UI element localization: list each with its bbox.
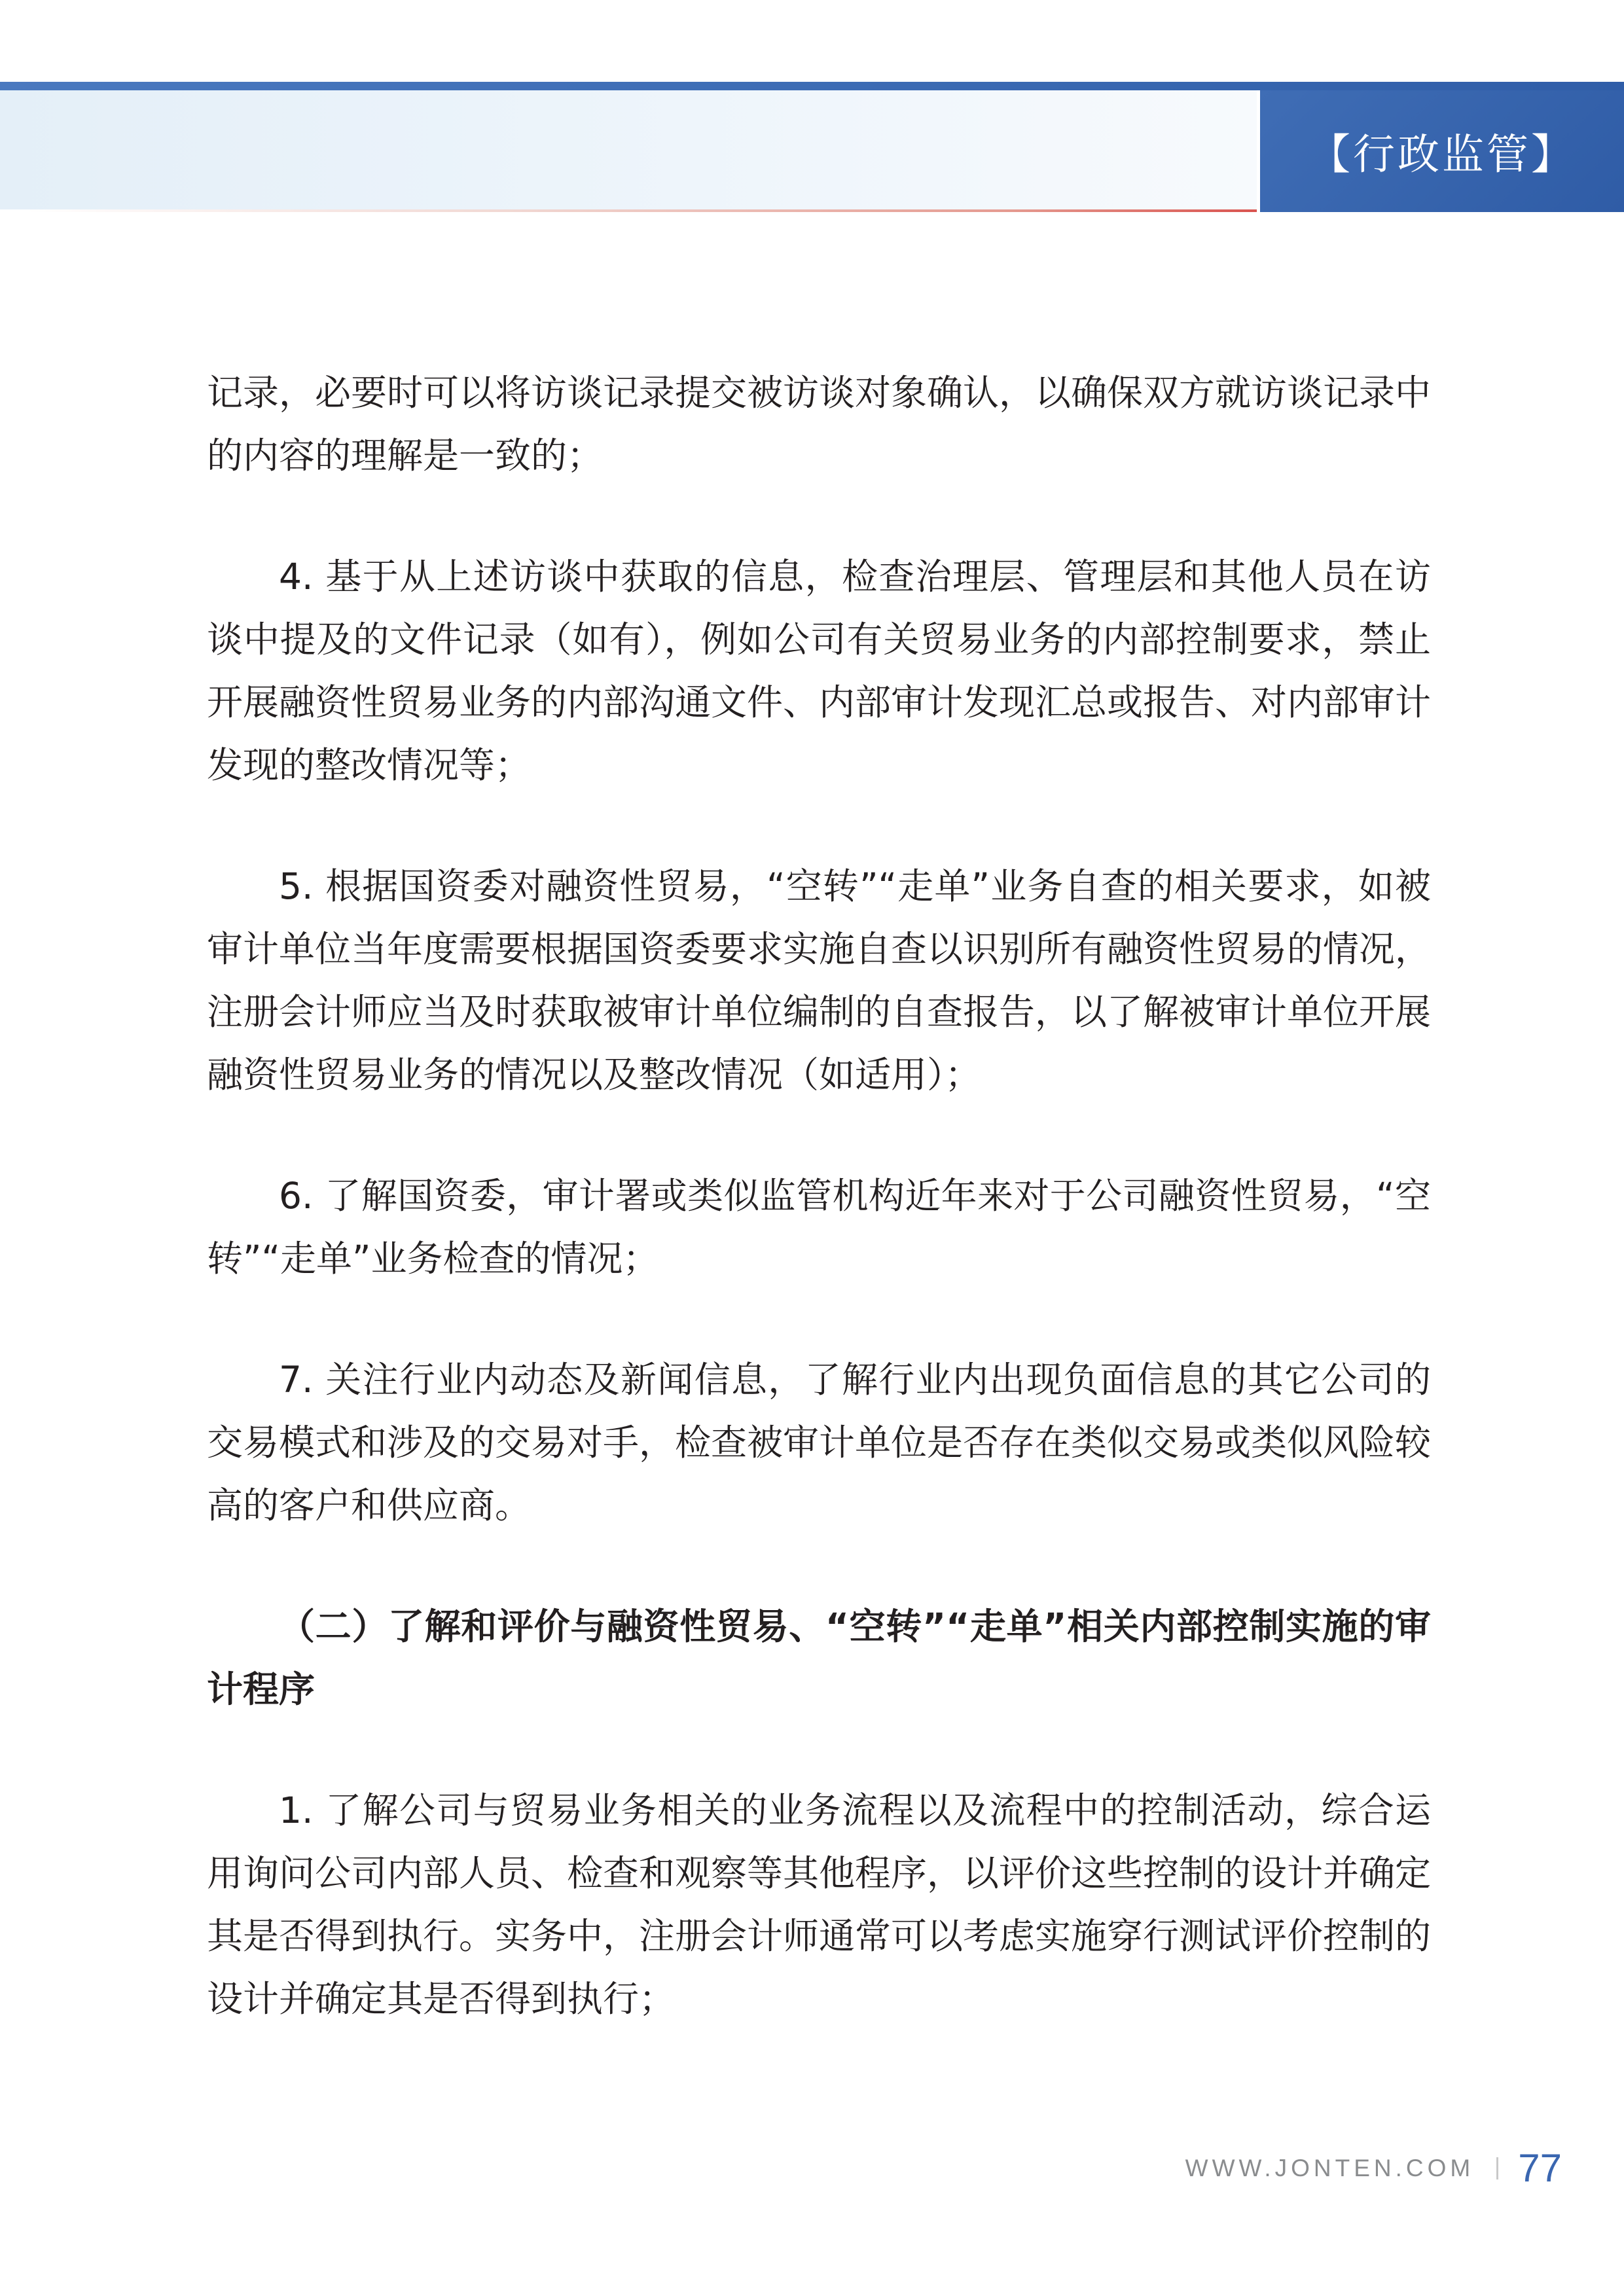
section-tab bbox=[1260, 90, 1624, 212]
footer-divider bbox=[1496, 2157, 1498, 2179]
paragraph-item-6: 6. 了解国资委，审计署或类似监管机构近年来对于公司融资性贸易，“空转”“走单”业务检查的情况； bbox=[207, 1175, 1431, 1280]
header-band bbox=[0, 90, 1257, 209]
paragraph-item-1: 1. 了解公司与贸易业务相关的业务流程以及流程中的控制活动，综合运用询问公司内部人员、检查和观察等其他程序，以评价这些控制的设计并确定其是否得到执行。实务中，注册会计师通常可以考虑实施穿行测试评价控制的设计并确定其是否得到执行； bbox=[207, 1789, 1432, 2020]
website-url: WWW.JONTEN.COM bbox=[1185, 2154, 1475, 2181]
header-top-bar bbox=[0, 82, 1624, 90]
page-number: 77 bbox=[1518, 2146, 1562, 2190]
page-content bbox=[207, 361, 1431, 2089]
section-heading: （二）了解和评价与融资性贸易、“空转”“走单”相关内部控制实施的审计程序 bbox=[207, 1605, 1431, 1710]
paragraph-continued: 记录，必要时可以将访谈记录提交被访谈对象确认，以确保双方就访谈记录中的内容的理解是一致的； bbox=[207, 372, 1432, 476]
page-footer bbox=[1185, 2145, 1562, 2191]
section-label: 【行政监管】 bbox=[1308, 131, 1576, 179]
paragraph-item-7: 7. 关注行业内动态及新闻信息，了解行业内出现负面信息的其它公司的交易模式和涉及的交易对手，检查被审计单位是否存在类似交易或类似风险较高的客户和供应商。 bbox=[207, 1359, 1432, 1526]
paragraph-item-5: 5. 根据国资委对融资性贸易，“空转”“走单”业务自查的相关要求，如被审计单位当年度需要根据国资委要求实施自查以识别所有融资性贸易的情况，注册会计师应当及时获取被审计单位编制的自查报告，以了解被审计单位开展融资性贸易业务的情况以及整改情况（如适用）； bbox=[207, 865, 1432, 1096]
paragraph-item-4: 4. 基于从上述访谈中获取的信息，检查治理层、管理层和其他人员在访谈中提及的文件记录（如有），例如公司有关贸易业务的内部控制要求，禁止开展融资性贸易业务的内部沟通文件、内部审计发现汇总或报告、对内部审计发现的整改情况等； bbox=[207, 556, 1432, 786]
header-underline bbox=[26, 209, 1257, 212]
